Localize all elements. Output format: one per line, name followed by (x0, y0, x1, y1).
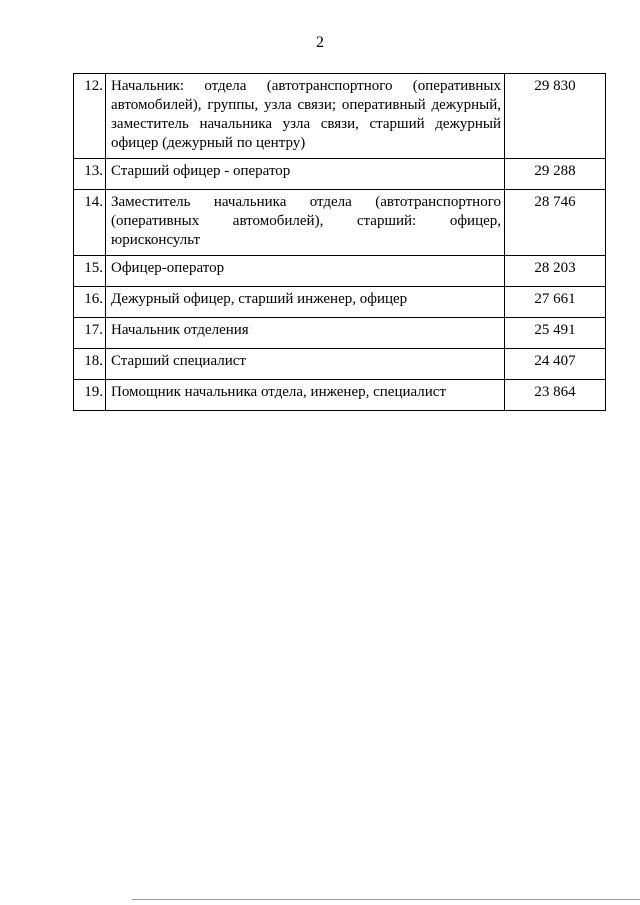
table-row (74, 74, 606, 159)
table-row (74, 380, 606, 411)
table-row (74, 318, 606, 349)
salary-amount: 29 830 (505, 74, 606, 159)
row-number: 19. (74, 380, 106, 411)
scan-edge-line (132, 899, 640, 900)
row-number: 15. (74, 256, 106, 287)
row-number: 17. (74, 318, 106, 349)
position-title: Начальник отделения (106, 318, 505, 349)
page-number: 2 (316, 34, 324, 51)
position-title: Дежурный офицер, старший инженер, офицер (106, 287, 505, 318)
salary-amount: 28 746 (505, 190, 606, 256)
table-row (74, 287, 606, 318)
salary-amount: 25 491 (505, 318, 606, 349)
salary-table (73, 73, 606, 411)
row-number: 18. (74, 349, 106, 380)
position-title: Помощник начальника отдела, инженер, специалист (106, 380, 505, 411)
position-title: Старший офицер - оператор (106, 159, 505, 190)
row-number: 14. (74, 190, 106, 256)
position-title: Начальник: отдела (автотранспортного (оперативных автомобилей), группы, узла связи; оперативный дежурный, заместитель начальника узла связи, старший дежурный офицер (дежурный по центру) (106, 74, 505, 159)
salary-amount: 27 661 (505, 287, 606, 318)
row-number: 13. (74, 159, 106, 190)
salary-amount: 23 864 (505, 380, 606, 411)
table-row (74, 190, 606, 256)
position-title: Заместитель начальника отдела (автотранспортного (оперативных автомобилей), старший: офицер, юрисконсульт (106, 190, 505, 256)
salary-amount: 24 407 (505, 349, 606, 380)
salary-amount: 28 203 (505, 256, 606, 287)
row-number: 16. (74, 287, 106, 318)
position-title: Офицер-оператор (106, 256, 505, 287)
table-row (74, 349, 606, 380)
table-row (74, 159, 606, 190)
position-title: Старший специалист (106, 349, 505, 380)
table-row (74, 256, 606, 287)
salary-amount: 29 288 (505, 159, 606, 190)
row-number: 12. (74, 74, 106, 159)
